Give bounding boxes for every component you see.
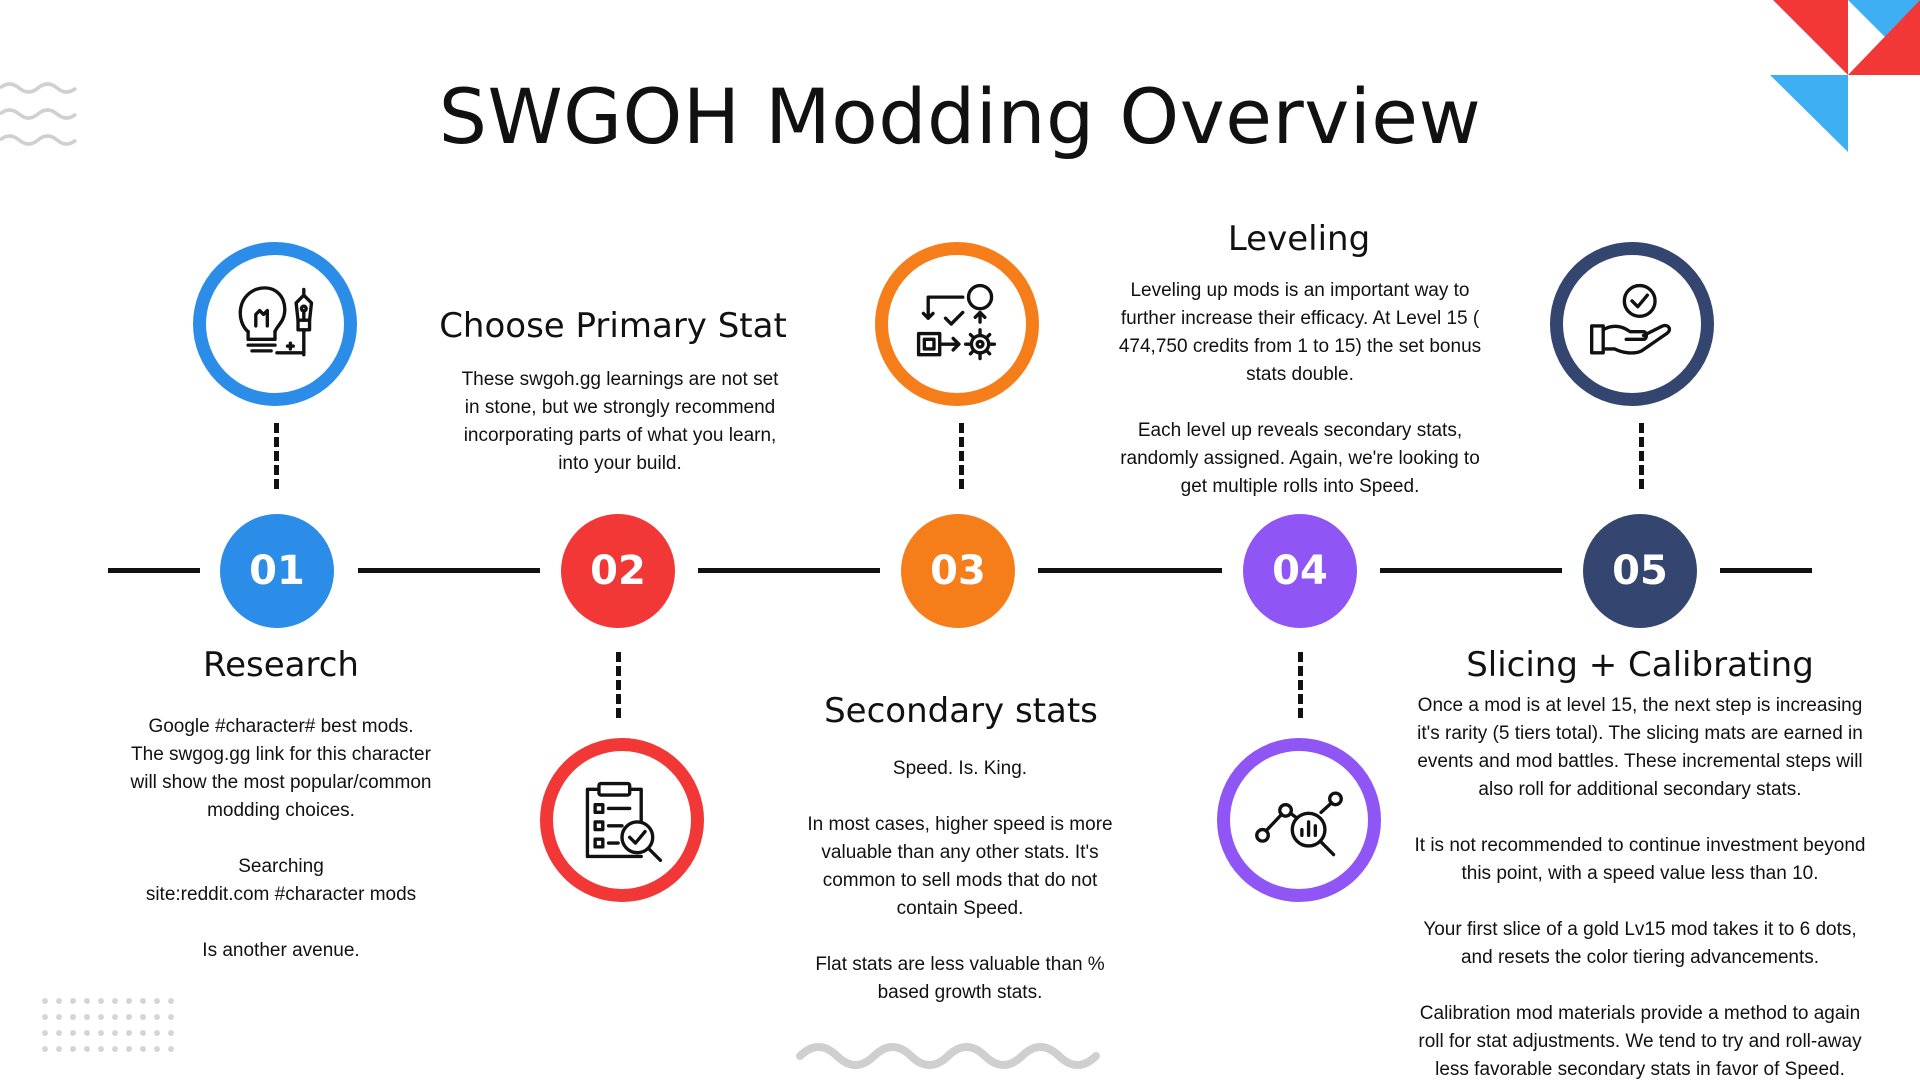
text-line: It is not recommended to continue investment beyond xyxy=(1414,835,1866,856)
step-heading-research: Research xyxy=(203,645,359,685)
text-line: this point, with a speed value less than 10. xyxy=(1461,863,1819,884)
hand-check-icon xyxy=(1584,276,1680,372)
icon-ring-primary-stat xyxy=(540,738,704,902)
paragraph xyxy=(1380,916,1900,972)
paragraph xyxy=(770,951,1150,1007)
dot-grid-decoration xyxy=(40,996,180,1056)
text-line: Each level up reveals secondary stats, xyxy=(1137,420,1463,441)
step-body-research xyxy=(100,713,462,965)
icon-ring-slicing xyxy=(1550,242,1714,406)
text-line: stats double. xyxy=(1246,364,1354,385)
step-number-label: 04 xyxy=(1272,548,1328,594)
process-flow-icon xyxy=(909,276,1005,372)
timeline-line xyxy=(358,568,540,573)
text-line: In most cases, higher speed is more xyxy=(807,814,1113,835)
text-line: incorporating parts of what you learn, xyxy=(463,425,777,446)
text-line: contain Speed. xyxy=(896,898,1024,919)
text-line: Flat stats are less valuable than % xyxy=(815,954,1105,975)
text-line: roll for stat adjustments. We tend to try and roll-away xyxy=(1418,1031,1862,1052)
text-line: 474,750 credits from 1 to 15) the set bonus xyxy=(1118,336,1482,357)
text-line: valuable than any other stats. It's xyxy=(821,842,1099,863)
icon-ring-leveling xyxy=(1217,738,1381,902)
step-heading-leveling: Leveling xyxy=(1227,219,1371,259)
step-body-slicing xyxy=(1380,692,1900,1084)
paragraph xyxy=(1090,277,1510,389)
step-body-leveling xyxy=(1090,277,1510,501)
step-number-05 xyxy=(1583,514,1697,628)
text-line: Searching xyxy=(238,856,324,877)
paragraph xyxy=(770,811,1150,923)
timeline-line xyxy=(1720,568,1812,573)
clipboard-checklist-icon xyxy=(574,772,670,868)
text-line: it's rarity (5 tiers total). The slicing mats are earned in xyxy=(1417,723,1863,744)
text-line: and resets the color tiering advancements. xyxy=(1460,947,1820,968)
red-triangle xyxy=(1773,0,1848,75)
paragraph xyxy=(1380,692,1900,804)
text-line: These swgoh.gg learnings are not set xyxy=(461,369,779,390)
text-line: in stone, but we strongly recommend xyxy=(464,397,776,418)
dashed-connector xyxy=(1298,652,1303,718)
text-line: The swgog.gg link for this character xyxy=(131,744,431,765)
step-number-label: 02 xyxy=(590,548,646,594)
step-number-label: 05 xyxy=(1612,548,1668,594)
paragraph xyxy=(1380,832,1900,888)
dashed-connector xyxy=(959,423,964,489)
text-line: Calibration mod materials provide a method to again xyxy=(1419,1003,1861,1024)
timeline-line xyxy=(108,568,200,573)
text-line: Is another avenue. xyxy=(202,940,360,961)
text-line: less favorable secondary stats in favor of Speed. xyxy=(1435,1059,1845,1080)
step-heading-secondary-stats: Secondary stats xyxy=(824,691,1098,731)
step-heading-slicing: Slicing + Calibrating xyxy=(1466,645,1814,685)
paragraph xyxy=(1090,417,1510,501)
dashed-connector xyxy=(1639,423,1644,489)
analytics-graph-icon xyxy=(1251,772,1347,868)
step-number-01 xyxy=(220,514,334,628)
text-line: events and mod battles. These incremental steps will xyxy=(1417,751,1863,772)
text-line: will show the most popular/common xyxy=(130,772,432,793)
paragraph xyxy=(430,366,810,478)
text-line: modding choices. xyxy=(207,800,355,821)
lightbulb-pen-icon xyxy=(227,276,323,372)
text-line: get multiple rolls into Speed. xyxy=(1180,476,1420,497)
text-line: Google #character# best mods. xyxy=(148,716,414,737)
timeline-line xyxy=(1380,568,1562,573)
step-number-label: 03 xyxy=(930,548,986,594)
step-body-primary-stat xyxy=(430,366,810,478)
paragraph xyxy=(100,713,462,825)
paragraph xyxy=(100,853,462,909)
text-line: randomly assigned. Again, we're looking to xyxy=(1120,448,1480,469)
paragraph xyxy=(100,937,462,965)
text-line: into your build. xyxy=(558,453,682,474)
text-line: Your first slice of a gold Lv15 mod takes it to 6 dots, xyxy=(1423,919,1857,940)
step-number-04 xyxy=(1243,514,1357,628)
text-line: Leveling up mods is an important way to xyxy=(1130,280,1470,301)
step-body-secondary-stats xyxy=(770,755,1150,1007)
page-title: SWGOH Modding Overview xyxy=(438,72,1482,161)
step-number-03 xyxy=(901,514,1015,628)
text-line: site:reddit.com #character mods xyxy=(145,884,417,905)
text-line: common to sell mods that do not xyxy=(822,870,1098,891)
text-line: Once a mod is at level 15, the next step is increasing xyxy=(1417,695,1863,716)
step-number-label: 01 xyxy=(249,548,305,594)
text-line: based growth stats. xyxy=(877,982,1043,1003)
icon-ring-secondary-stats xyxy=(875,242,1039,406)
timeline-line xyxy=(698,568,880,573)
text-line: Speed. Is. King. xyxy=(892,758,1028,779)
icon-ring-research xyxy=(193,242,357,406)
dashed-connector xyxy=(274,423,279,489)
paragraph xyxy=(1380,1000,1900,1084)
text-line: also roll for additional secondary stats. xyxy=(1478,779,1802,800)
text-line: further increase their efficacy. At Level 15 ( xyxy=(1120,308,1480,329)
wave-decoration xyxy=(796,1040,1102,1072)
timeline-line xyxy=(1038,568,1222,573)
step-heading-primary-stat: Choose Primary Stat xyxy=(439,306,787,346)
step-number-02 xyxy=(561,514,675,628)
dashed-connector xyxy=(616,652,621,718)
paragraph xyxy=(770,755,1150,783)
